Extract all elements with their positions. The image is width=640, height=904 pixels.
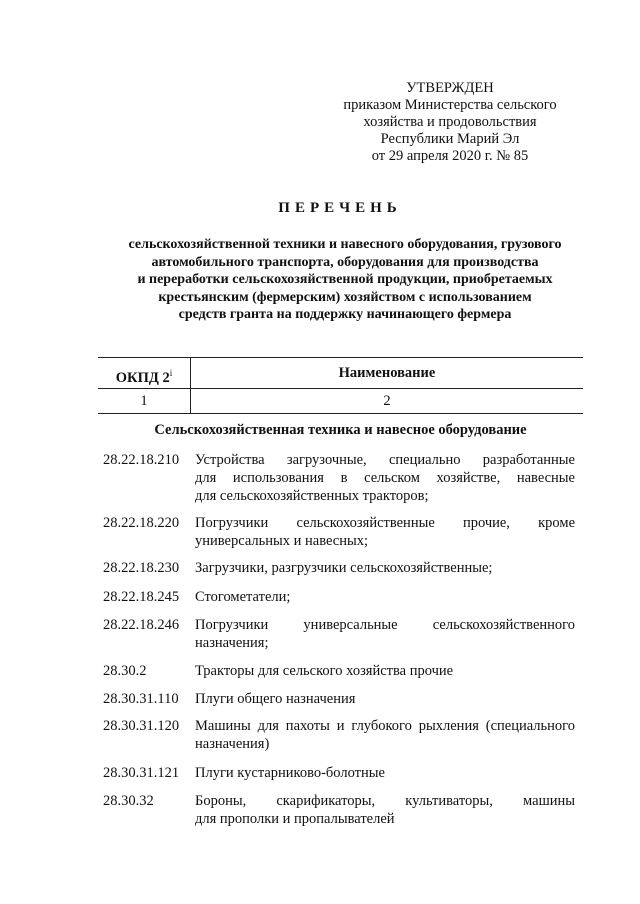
approval-status: УТВЕРЖДЕН <box>406 80 494 96</box>
document-title: ПЕРЕЧЕНЬ <box>278 200 402 216</box>
table-header-row <box>98 358 583 389</box>
subtitle-line: автомобильного транспорта, оборудования для производства <box>151 254 539 270</box>
item-name-line: для использования в сельском хозяйстве, навесные <box>195 470 575 486</box>
item-name-line: для сельскохозяйственных тракторов; <box>195 488 429 504</box>
item-name-line: Стогометатели; <box>195 589 291 605</box>
approval-line: Республики Марий Эл <box>380 131 520 147</box>
item-name-line: Бороны, скарификаторы, культиваторы, машины <box>195 793 575 809</box>
item-name <box>195 588 575 606</box>
item-name <box>195 451 575 505</box>
document-subtitle <box>95 236 595 324</box>
okpd-code: 28.30.31.120 <box>103 718 180 734</box>
item-name <box>195 662 575 680</box>
item-name <box>195 792 575 828</box>
item-name-line: Погрузчики универсальные сельскохозяйственного <box>195 617 575 633</box>
okpd-code: 28.30.32 <box>103 793 154 809</box>
item-name-line: Устройства загрузочные, специально разработанные <box>195 452 575 468</box>
okpd-code: 28.30.31.110 <box>103 691 179 707</box>
item-name-line: Загрузчики, разгрузчики сельскохозяйственные; <box>195 560 493 576</box>
item-name <box>195 717 575 753</box>
item-name-line: назначения) <box>195 736 270 752</box>
subtitle-line: и переработки сельскохозяйственной продукции, приобретаемых <box>137 272 553 287</box>
approval-line: приказом Министерства сельского <box>343 97 557 113</box>
okpd-code: 28.22.18.220 <box>103 515 180 531</box>
okpd-code: 28.22.18.210 <box>103 452 180 468</box>
subtitle-line: крестьянским (фермерским) хозяйством с использованием <box>158 289 532 305</box>
item-name-line: универсальных и навесных; <box>195 533 368 549</box>
approval-line: хозяйства и продовольствия <box>363 114 537 130</box>
column-header-code-text: ОКПД 2 <box>115 370 170 386</box>
column-header-name: Наименование <box>338 365 436 381</box>
column-header-code <box>98 358 191 388</box>
subtitle-line: сельскохозяйственной техники и навесного оборудования, грузового <box>128 237 562 252</box>
item-name <box>195 559 575 577</box>
okpd-code: 28.22.18.245 <box>103 589 180 605</box>
item-name-line: Погрузчики сельскохозяйственные прочие, кроме <box>195 515 575 531</box>
item-name <box>195 616 575 652</box>
item-name-line: Плуги общего назначения <box>195 691 356 707</box>
table-number-row <box>98 389 583 414</box>
footnote-marker: i <box>169 368 173 378</box>
okpd-code: 28.22.18.230 <box>103 560 180 576</box>
okpd-code: 28.22.18.246 <box>103 617 180 633</box>
item-name-line: Тракторы для сельского хозяйства прочие <box>195 663 454 679</box>
item-name-line: назначения; <box>195 635 269 651</box>
column-number-1: 1 <box>98 389 191 413</box>
item-name-line: для прополки и пропалывателей <box>195 811 395 827</box>
item-name-line: Плуги кустарниково-болотные <box>195 765 385 781</box>
okpd-code: 28.30.2 <box>103 663 147 679</box>
okpd-code: 28.30.31.121 <box>103 765 180 781</box>
header-table <box>98 357 583 414</box>
approval-block <box>340 80 560 165</box>
item-name <box>195 764 575 782</box>
section-title: Сельскохозяйственная техника и навесное оборудование <box>154 422 527 438</box>
item-name-line: Машины для пахоты и глубокого рыхления (специального <box>195 718 575 734</box>
subtitle-line: средств гранта на поддержку начинающего фермера <box>178 307 512 322</box>
item-name <box>195 690 575 708</box>
item-name <box>195 514 575 550</box>
approval-date: от 29 апреля 2020 г. № 85 <box>371 148 529 164</box>
column-number-2: 2 <box>383 393 391 409</box>
